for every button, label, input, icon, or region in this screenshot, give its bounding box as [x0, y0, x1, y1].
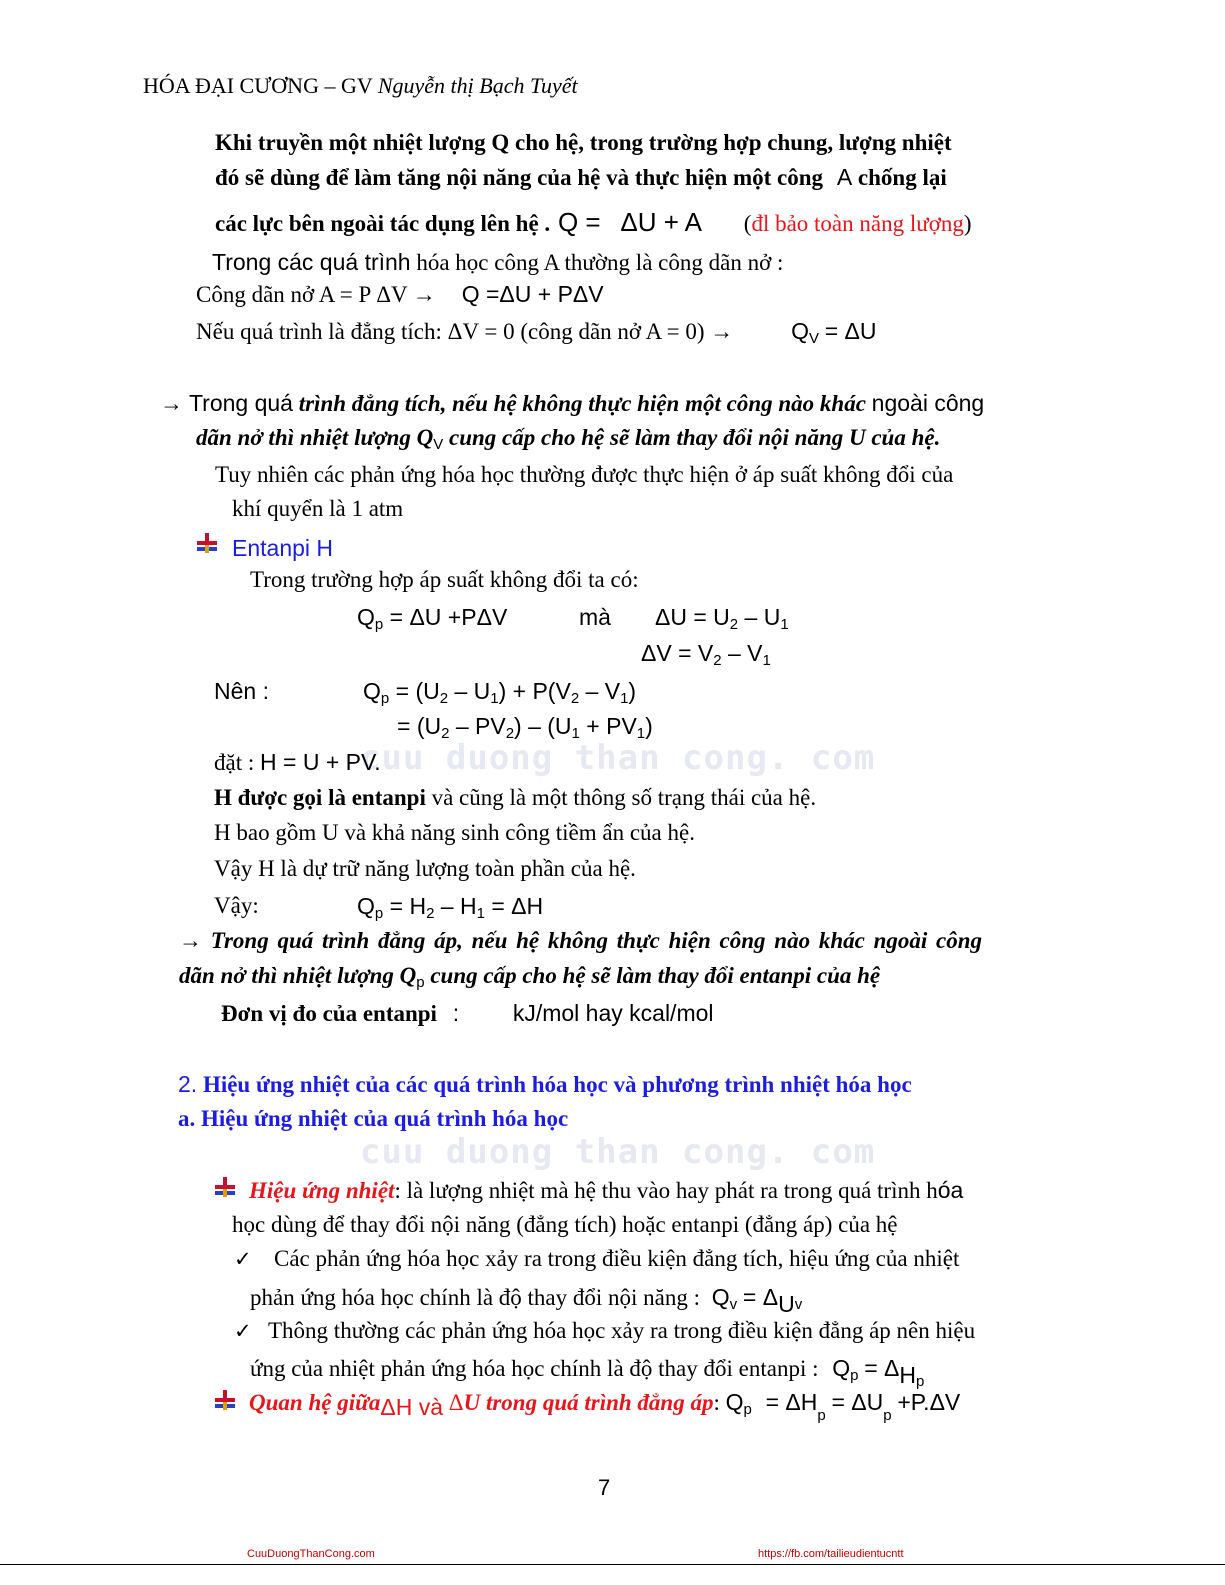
page-number: 7: [598, 1475, 611, 1500]
def-text: : là lượng nhiệt mà hệ thu vào hay phát ra trong quá trình h: [394, 1178, 938, 1203]
eq-part: = ΔU: [831, 1389, 884, 1415]
equation-dv: [641, 639, 771, 667]
enthalpy-term: H được gọi là entanpi: [214, 785, 426, 810]
eq-part: = ΔH: [491, 893, 544, 919]
work-equation: Q =ΔU + PΔV: [461, 281, 604, 307]
eq-part: +P.ΔV: [897, 1389, 961, 1415]
work-text: Công dãn nở A = P ΔV →: [196, 282, 436, 307]
watermark: cuu duong than cong. com: [360, 738, 876, 778]
qv-symbol: Q: [791, 318, 809, 344]
subscript: 1: [490, 690, 499, 707]
eq-part: Q: [357, 604, 375, 630]
subscript: p: [850, 1367, 859, 1384]
intro-line-2: [215, 163, 947, 192]
dat-word: đặt :: [214, 750, 255, 775]
eq-part: ΔU = U: [655, 604, 730, 630]
work-symbol: A: [836, 164, 853, 190]
conclusion-text: cung cấp cho hệ sẽ làm thay đổi entanpi của hệ: [430, 963, 881, 988]
header-course: HÓA ĐẠI CƯƠNG – GV: [143, 73, 373, 98]
enthalpy-heading: Entanpi H: [232, 535, 334, 561]
conclusion-text: dãn nở thì nhiệt lượng Q: [179, 963, 417, 988]
relation-text: U trong quá trình đẳng áp: [463, 1390, 714, 1415]
heat-effect-definition: [249, 1176, 963, 1205]
equation-q: Q =: [557, 207, 601, 237]
subscript: p: [743, 1401, 752, 1418]
work-line-1: [212, 248, 783, 277]
unit-colon: :: [452, 1000, 460, 1026]
subscript: 2: [713, 652, 722, 669]
eq-part: Q: [711, 1284, 730, 1310]
footer-rule: [0, 1564, 1225, 1565]
subscript: 2: [439, 690, 449, 707]
subscript: 2: [426, 905, 435, 922]
vay-word: Vậy:: [214, 893, 259, 918]
isobaric-check-line-1: Thông thường các phản ứng hóa học xảy ra trong điều kiện đẳng áp nên hiệu: [268, 1318, 976, 1343]
subscript: 2: [570, 690, 580, 707]
subscript: p: [416, 974, 425, 991]
iso-text: ngoài công: [871, 390, 985, 416]
eq-part: + PV: [586, 713, 637, 739]
work-text: hóa học công A thường là công dãn nở :: [416, 250, 784, 275]
check-text: ứng của nhiệt phản ứng hóa học chính là độ thay đổi entanpi :: [250, 1356, 819, 1381]
section-2-heading: [178, 1070, 912, 1099]
subscript: p: [883, 1407, 892, 1424]
bullet-icon: [214, 1389, 236, 1411]
section-title: Hiệu ứng nhiệt của các quá trình hóa học và phương trình nhiệt hóa học: [202, 1072, 912, 1097]
h-u-relation-line: [249, 1388, 961, 1424]
relation-symbols: Δ: [448, 1390, 464, 1415]
eq-part: Q: [832, 1355, 851, 1381]
check-icon: ✓: [234, 1319, 252, 1343]
isochoric-check-line-2: [250, 1283, 803, 1317]
check-icon: ✓: [234, 1247, 252, 1271]
relation-symbols: ΔH và: [380, 1394, 444, 1420]
subscript: 1: [762, 652, 771, 669]
footer-left-link[interactable]: CuuDuongThanCong.com: [247, 1548, 375, 1560]
isochoric-check-line-1: Các phản ứng hóa học xảy ra trong điều kiện đẳng tích, hiệu ứng của nhiệt: [274, 1246, 960, 1271]
eq-part: = (U: [395, 678, 440, 704]
eq-part: = Δ: [742, 1284, 779, 1310]
subscript: v: [729, 1296, 738, 1313]
subscript: 2: [505, 725, 515, 742]
isobaric-conclusion-2: [179, 962, 880, 990]
eq-part: – U: [744, 604, 781, 630]
qv-equation: = ΔU: [824, 318, 877, 344]
bullet-icon: [196, 532, 218, 554]
iso-text: trình đẳng tích, nếu hệ không thực hiện một công nào khác: [298, 391, 866, 416]
isochoric-line-1: [160, 389, 984, 418]
isochoric-line-3: Tuy nhiên các phản ứng hóa học thường được thực hiện ở áp suất không đổi của: [215, 462, 954, 487]
iso-text: → Trong quá: [160, 390, 293, 416]
definition-line: [214, 748, 381, 777]
bullet-icon: [214, 1176, 236, 1198]
enthalpy-intro: Trong trường hợp áp suất không đổi ta có:: [250, 567, 639, 592]
eq-part: = (U: [397, 713, 442, 739]
eq-part: Q: [363, 678, 381, 704]
subscript: p: [380, 690, 390, 707]
watermark: cuu duong than cong. com: [360, 1132, 876, 1172]
eq-part: = ΔH: [765, 1389, 818, 1415]
heat-effect-term: Hiệu ứng nhiệt: [249, 1178, 395, 1203]
subscript: V: [433, 436, 444, 453]
eq-part: – PV: [455, 713, 506, 739]
relation-text: Quan hệ giữa: [249, 1390, 381, 1415]
eq-part: = H: [389, 893, 427, 919]
nen-word: Nên :: [214, 678, 269, 704]
eq-part: = Δ: [864, 1355, 900, 1381]
subscript: p: [374, 616, 384, 633]
subscript: 2: [729, 616, 739, 633]
iso-text: dãn nở thì nhiệt lượng Q: [196, 425, 434, 450]
subscript: 1: [780, 616, 789, 633]
enthalpy-contains-line: H bao gồm U và khả năng sinh công tiềm ẩn của hệ.: [214, 820, 695, 845]
enthalpy-reserve-line: Vậy H là dự trữ năng lượng toàn phần của hệ.: [214, 856, 636, 881]
relation-colon: :: [713, 1390, 720, 1415]
subscript: 1: [620, 690, 629, 707]
subscript: p: [374, 905, 384, 922]
enthalpy-definition: H = U + PV.: [260, 749, 381, 775]
paren: ): [963, 211, 972, 236]
unit-label: Đơn vị đo của entanpi: [221, 1001, 437, 1026]
subscript: 1: [571, 725, 580, 742]
isobaric-check-line-2: [250, 1354, 925, 1390]
enthalpy-named-line: [214, 784, 816, 812]
equation-qp-dh: [357, 892, 543, 920]
eq-part: Q: [725, 1389, 744, 1415]
unit-value: kJ/mol hay kcal/mol: [512, 1000, 714, 1026]
isochoric-line-2: [196, 424, 940, 452]
subscript: p: [817, 1407, 826, 1424]
eq-part: ) – (U: [514, 713, 572, 739]
eq-part: ): [645, 713, 653, 739]
eq-part: ): [628, 678, 637, 704]
eq-part: – H: [440, 893, 477, 919]
equation-qp-expanded: [363, 677, 636, 705]
isobaric-conclusion-1: → Trong quá trình đẳng áp, nếu hệ không thực hiện công nào khác ngoài công: [179, 928, 983, 953]
subscript: 2: [441, 725, 450, 742]
eq-part: Q: [357, 893, 375, 919]
conservation-law-note: đl bảo toàn năng lượng: [751, 211, 964, 236]
subscript: 1: [636, 725, 646, 742]
work-text: Trong các quá trình: [212, 249, 411, 275]
intro-line-1: Khi truyền một nhiệt lượng Q cho hệ, trong trường hợp chung, lượng nhiệt: [215, 130, 952, 155]
check-text: phản ứng hóa học chính là độ thay đổi nội năng :: [250, 1285, 701, 1310]
iso-text: cung cấp cho hệ sẽ làm thay đổi nội năng U của hệ.: [449, 425, 941, 450]
work-line-2: [196, 280, 604, 309]
eq-part: H: [899, 1362, 917, 1388]
intro-text: chống lại: [857, 165, 947, 190]
eq-part: ΔV = V: [641, 640, 714, 666]
page-header: [143, 72, 578, 100]
eq-part: ) + P(V: [498, 678, 571, 704]
intro-text: đó sẽ dùng để làm tăng nội năng của hệ và thực hiện một công: [215, 165, 824, 190]
eq-part: U: [778, 1291, 795, 1317]
eq-part: – U: [454, 678, 491, 704]
section-2a-heading: a. Hiệu ứng nhiệt của quá trình hóa học: [178, 1106, 569, 1131]
unit-line: [221, 999, 714, 1028]
eq-part: = ΔU +PΔV: [389, 604, 508, 630]
heat-effect-definition-2: học dùng để thay đổi nội năng (đẳng tích) hoặc entanpi (đẳng áp) của hệ: [232, 1212, 898, 1237]
eq-part: – V: [728, 640, 763, 666]
subscript: v: [794, 1296, 803, 1313]
subscript: p: [916, 1373, 925, 1390]
equation-du-a: ΔU + A: [620, 207, 703, 237]
subscript: V: [808, 330, 819, 347]
enthalpy-text: và cũng là một thông số trạng thái của hệ.: [431, 785, 817, 810]
equation-du: [655, 603, 789, 631]
work-text: Nếu quá trình là đẳng tích: ΔV = 0 (công dãn nở A = 0) →: [196, 319, 734, 344]
section-number: 2.: [178, 1071, 198, 1097]
equation-regrouped: [397, 712, 653, 740]
work-line-3: [196, 317, 877, 346]
intro-line-3: [215, 208, 972, 238]
isochoric-line-4: khí quyển là 1 atm: [232, 496, 404, 521]
subscript: 1: [476, 905, 485, 922]
eq-part: – V: [585, 678, 621, 704]
intro-text: các lực bên ngoài tác dụng lên hệ .: [215, 211, 551, 236]
def-text: óa: [937, 1177, 964, 1203]
equation-qp: [357, 603, 507, 631]
footer-right-link[interactable]: https://fb.com/tailieudientucntt: [758, 1548, 904, 1560]
paren: (: [743, 211, 752, 236]
header-author: Nguyễn thị Bạch Tuyết: [377, 73, 578, 98]
ma-word: mà: [579, 604, 611, 630]
